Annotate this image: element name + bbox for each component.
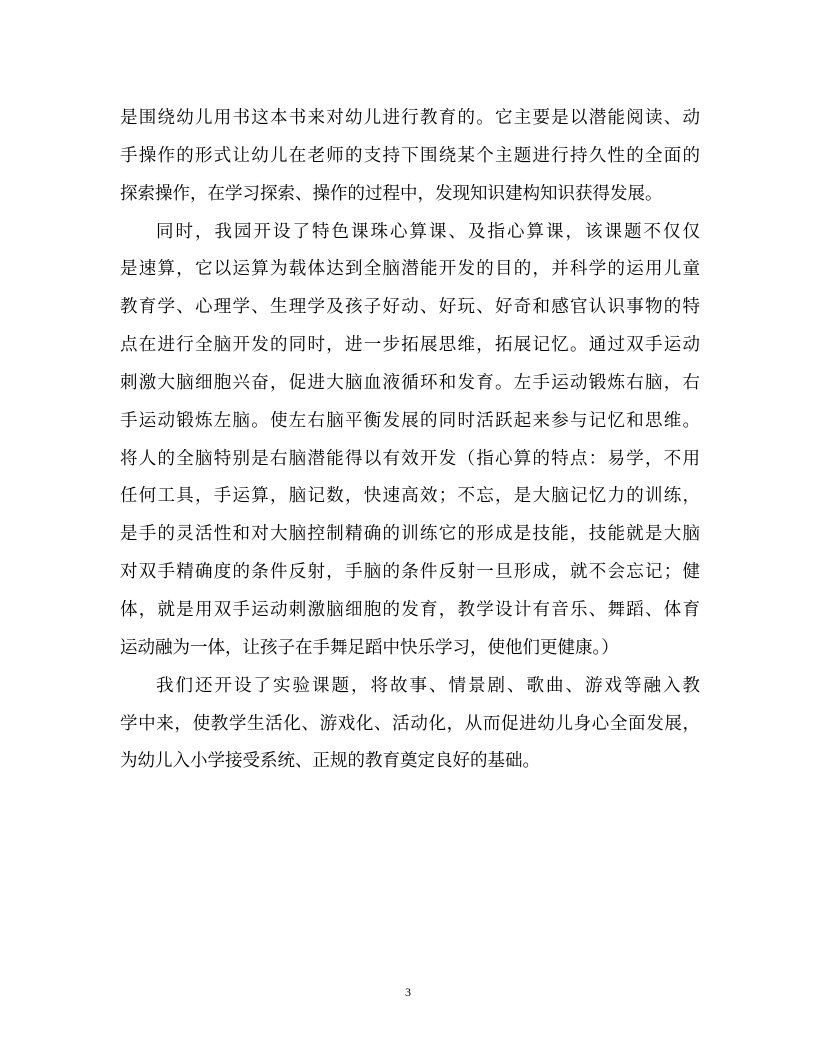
paragraph-line: 是手的灵活性和对大脑控制精确的训练它的形成是技能，技能就是大脑 bbox=[120, 524, 700, 545]
paragraph-line: 探索操作，在学习探索、操作的过程中，发现知识建构知识获得发展。 bbox=[120, 183, 663, 204]
paragraph-line: 任何工具，手运算，脑记数，快速高效；不忘，是大脑记忆力的训练， bbox=[120, 486, 700, 507]
paragraph-line: 学中来，使教学生活化、游戏化、活动化，从而促进幼儿身心全面发展， bbox=[120, 713, 700, 734]
paragraph-line: 运动融为一体，让孩子在手舞足蹈中快乐学习，使他们更健康。） bbox=[120, 637, 619, 658]
paragraph-line: 是围绕幼儿用书这本书来对幼儿进行教育的。它主要是以潜能阅读、动 bbox=[120, 108, 700, 128]
paragraph-line: 刺激大脑细胞兴奋，促进大脑血液循环和发育。左手运动锻炼右脑，右 bbox=[120, 372, 700, 393]
paragraph-line: 同时，我园开设了特色课珠心算课、及指心算课，该课题不仅仅 bbox=[156, 221, 700, 242]
body-text bbox=[120, 100, 700, 781]
page-number: 3 bbox=[405, 985, 411, 999]
paragraph-line: 对双手精确度的条件反射，手脑的条件反射一旦形成，就不会忘记；健 bbox=[120, 562, 700, 583]
paragraph-line: 将人的全脑特别是右脑潜能得以有效开发（指心算的特点：易学，不用 bbox=[120, 448, 700, 469]
paragraph-line: 我们还开设了实验课题，将故事、情景剧、歌曲、游戏等融入教 bbox=[156, 675, 700, 696]
paragraph-line: 教育学、心理学、生理学及孩子好动、好玩、好奇和感官认识事物的特 bbox=[120, 297, 700, 318]
paragraph-line: 为幼儿入小学接受系统、正规的教育奠定良好的基础。 bbox=[120, 751, 540, 772]
paragraph-line: 手操作的形式让幼儿在老师的支持下围绕某个主题进行持久性的全面的 bbox=[120, 145, 700, 166]
paragraph-3 bbox=[120, 668, 700, 782]
paragraph-2 bbox=[120, 214, 700, 668]
paragraph-line: 是速算，它以运算为载体达到全脑潜能开发的目的，并科学的运用儿童 bbox=[120, 259, 700, 280]
paragraph-line: 体，就是用双手运动刺激脑细胞的发育，教学设计有音乐、舞蹈、体育 bbox=[120, 599, 700, 620]
paragraph-line: 手运动锻炼左脑。使左右脑平衡发展的同时活跃起来参与记忆和思维。 bbox=[120, 410, 700, 431]
paragraph-line: 点在进行全脑开发的同时，进一步拓展思维，拓展记忆。通过双手运动 bbox=[120, 335, 700, 356]
paragraph-1 bbox=[120, 100, 700, 214]
